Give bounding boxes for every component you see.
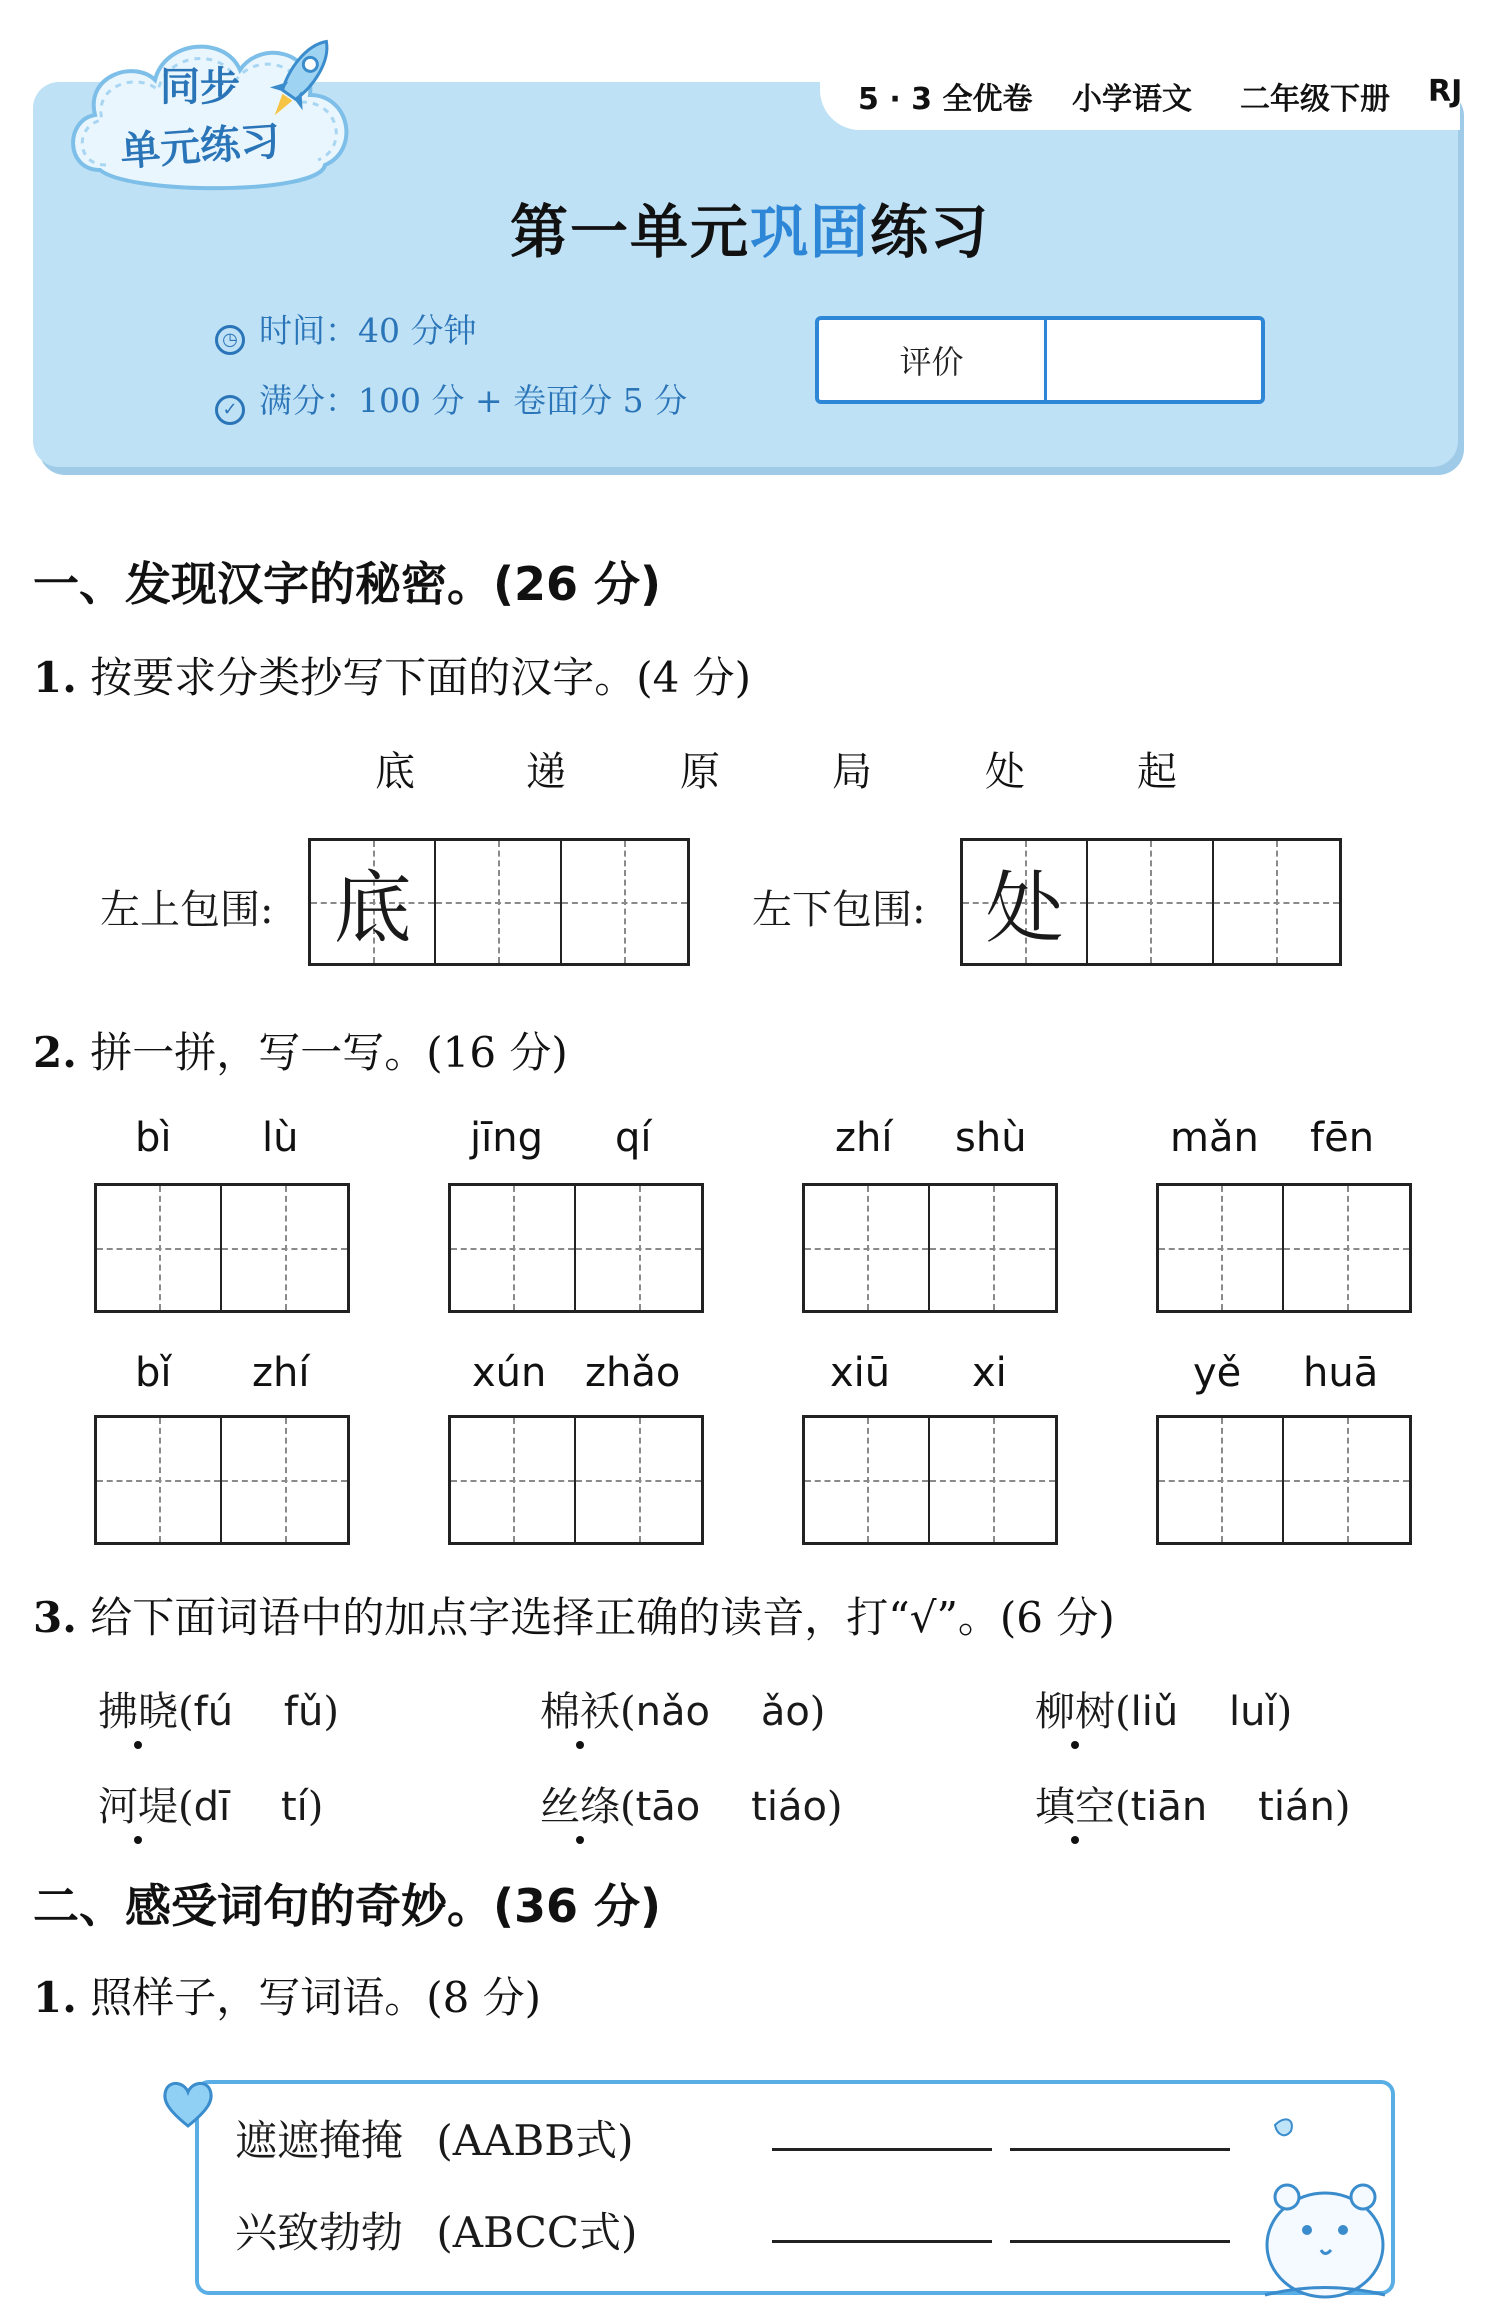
example-word: 遮遮掩掩: [235, 2116, 404, 2165]
option-a[interactable]: fú: [193, 1689, 234, 1735]
pattern-label: (ABCC式): [436, 2208, 638, 2257]
evaluation-field[interactable]: [1047, 320, 1261, 400]
grid-cell[interactable]: [576, 1186, 701, 1310]
grade-label: 二年级下册: [1240, 82, 1390, 117]
q1-2-text: 拼一拼，写一写。(16 分): [90, 1028, 568, 1077]
pinyin-label: xún: [472, 1350, 547, 1396]
pinyin-label: xi: [972, 1350, 1007, 1396]
option-b[interactable]: fǔ: [283, 1689, 324, 1735]
grid-cell[interactable]: [97, 1418, 222, 1542]
char-item: 处: [985, 749, 1025, 795]
q1-2-number: 2.: [33, 1028, 77, 1077]
grid-cell[interactable]: [451, 1418, 576, 1542]
check-circle-icon: ✓: [215, 395, 245, 425]
grid-cell[interactable]: [451, 1186, 576, 1310]
answer-blank[interactable]: [772, 2148, 992, 2151]
grid-cell[interactable]: [562, 841, 687, 963]
answer-blank[interactable]: [772, 2240, 992, 2243]
pattern-label: (AABB式): [436, 2116, 634, 2165]
writing-grid[interactable]: [1156, 1415, 1412, 1545]
time-info: [215, 305, 476, 355]
clock-icon: ◷: [215, 325, 245, 355]
pinyin-label: zhǎo: [585, 1350, 681, 1396]
q2-1-number: 1.: [33, 1973, 77, 2022]
reading-choice: 柳树(liǔ luǐ): [1035, 1689, 1293, 1735]
option-a[interactable]: liǔ: [1130, 1689, 1179, 1735]
option-b[interactable]: tiáo: [751, 1784, 827, 1830]
title-part-a: 第一单元: [509, 198, 750, 266]
score-info: [215, 375, 687, 425]
pinyin-label: qí: [615, 1115, 652, 1161]
left-bottom-grid[interactable]: [960, 838, 1342, 966]
grid-cell[interactable]: [805, 1186, 930, 1310]
pinyin-label: bǐ: [135, 1350, 172, 1396]
grid-cell[interactable]: [1284, 1418, 1409, 1542]
q1-3-number: 3.: [33, 1593, 77, 1642]
grid-cell[interactable]: [1159, 1186, 1284, 1310]
left-top-label: 左上包围:: [100, 887, 274, 933]
left-top-grid[interactable]: [308, 838, 690, 966]
grid-cell[interactable]: [222, 1418, 347, 1542]
dotted-word: 拂晓: [98, 1689, 178, 1735]
q2-1-prompt: [33, 1965, 541, 2025]
pinyin-label: huā: [1303, 1350, 1379, 1396]
option-b[interactable]: tián: [1258, 1784, 1335, 1830]
grid-cell[interactable]: [576, 1418, 701, 1542]
char-item: 底: [375, 749, 415, 795]
option-b[interactable]: ǎo: [760, 1689, 810, 1735]
option-b[interactable]: tí: [280, 1784, 308, 1830]
grid-cell[interactable]: [222, 1186, 347, 1310]
title-part-c: 练习: [870, 198, 991, 266]
grid-cell[interactable]: [805, 1418, 930, 1542]
series-label: 5 · 3 全优卷: [858, 82, 1033, 117]
pinyin-label: lù: [262, 1115, 299, 1161]
left-bottom-label: 左下包围:: [752, 887, 926, 933]
pattern-row: [235, 2108, 634, 2168]
pattern-row: [235, 2200, 637, 2260]
pinyin-label: zhí: [835, 1115, 893, 1161]
char-item: 递: [526, 749, 566, 795]
q1-1-number: 1.: [33, 653, 77, 702]
writing-grid[interactable]: [1156, 1183, 1412, 1313]
grid-cell[interactable]: [1159, 1418, 1284, 1542]
char-item: 原: [680, 749, 720, 795]
time-text: 时间：40 分钟: [259, 311, 477, 350]
grid-cell[interactable]: [1284, 1186, 1409, 1310]
answer-blank[interactable]: [1010, 2240, 1230, 2243]
badge-line1: 同步: [160, 64, 240, 110]
section2-title: 二、感受词句的奇妙。(36 分): [33, 1879, 662, 1933]
grid-cell[interactable]: [930, 1186, 1055, 1310]
q1-1-prompt: [33, 645, 751, 705]
title-part-highlight: 巩固: [749, 198, 870, 266]
reading-choice: 丝绦(tāo tiáo): [540, 1784, 843, 1830]
option-b[interactable]: luǐ: [1229, 1689, 1277, 1735]
pinyin-label: xiū: [830, 1350, 891, 1396]
edition-label: RJ: [1428, 74, 1463, 109]
q1-1-text: 按要求分类抄写下面的汉字。(4 分): [90, 653, 752, 702]
option-a[interactable]: dī: [193, 1784, 231, 1830]
pinyin-label: jīng: [470, 1115, 543, 1161]
example-word: 兴致勃勃: [235, 2208, 404, 2257]
grid-cell[interactable]: [963, 841, 1088, 963]
q2-1-text: 照样子，写词语。(8 分): [90, 1973, 542, 2022]
writing-grid[interactable]: [94, 1183, 350, 1313]
writing-grid[interactable]: [448, 1415, 704, 1545]
score-text: 满分：100 分 + 卷面分 5 分: [259, 381, 688, 420]
dotted-word: 丝绦: [540, 1784, 620, 1830]
dotted-word: 棉袄: [540, 1689, 620, 1735]
writing-grid[interactable]: [802, 1183, 1058, 1313]
writing-grid[interactable]: [448, 1183, 704, 1313]
page-title: [0, 185, 1500, 269]
option-a[interactable]: tiān: [1130, 1784, 1208, 1830]
char-item: 起: [1137, 749, 1177, 795]
subject-label: 小学语文: [1072, 82, 1192, 117]
grid-cell[interactable]: [1088, 841, 1213, 963]
pinyin-label: zhí: [252, 1350, 310, 1396]
reading-choice: 填空(tiān tián): [1035, 1784, 1351, 1830]
grid-cell[interactable]: [436, 841, 561, 963]
evaluation-label: 评价: [819, 320, 1047, 400]
char-item: 局: [832, 749, 872, 795]
grid-cell[interactable]: [1214, 841, 1339, 963]
reading-choice: 棉袄(nǎo ǎo): [540, 1689, 826, 1735]
option-a[interactable]: nǎo: [635, 1689, 710, 1735]
dotted-word: 柳树: [1035, 1689, 1115, 1735]
pinyin-label: mǎn: [1170, 1115, 1259, 1161]
q1-2-prompt: [33, 1020, 568, 1080]
dotted-word: 河堤: [98, 1784, 178, 1830]
heart-icon: [160, 2078, 216, 2130]
grid-cell[interactable]: [311, 841, 436, 963]
hamster-icon: [1235, 2105, 1395, 2305]
example-char: 底: [333, 864, 412, 954]
q1-3-prompt: [33, 1585, 1115, 1645]
option-a[interactable]: tāo: [635, 1784, 701, 1830]
badge-line2: 单元练习: [118, 118, 282, 176]
pinyin-label: yě: [1193, 1350, 1242, 1396]
q1-3-text: 给下面词语中的加点字选择正确的读音，打“√”。(6 分): [90, 1593, 1115, 1642]
example-char: 处: [985, 864, 1064, 954]
grid-cell[interactable]: [97, 1186, 222, 1310]
section1-title: 一、发现汉字的秘密。(26 分): [33, 557, 662, 611]
dotted-word: 填空: [1035, 1784, 1115, 1830]
reading-choice: 河堤(dī tí): [98, 1784, 324, 1830]
evaluation-box: [815, 316, 1265, 404]
pinyin-label: shù: [955, 1115, 1027, 1161]
pinyin-label: fēn: [1310, 1115, 1375, 1161]
writing-grid[interactable]: [802, 1415, 1058, 1545]
answer-blank[interactable]: [1010, 2148, 1230, 2151]
writing-grid[interactable]: [94, 1415, 350, 1545]
grid-cell[interactable]: [930, 1418, 1055, 1542]
reading-choice: 拂晓(fú fǔ): [98, 1689, 339, 1735]
pinyin-label: bì: [135, 1115, 172, 1161]
